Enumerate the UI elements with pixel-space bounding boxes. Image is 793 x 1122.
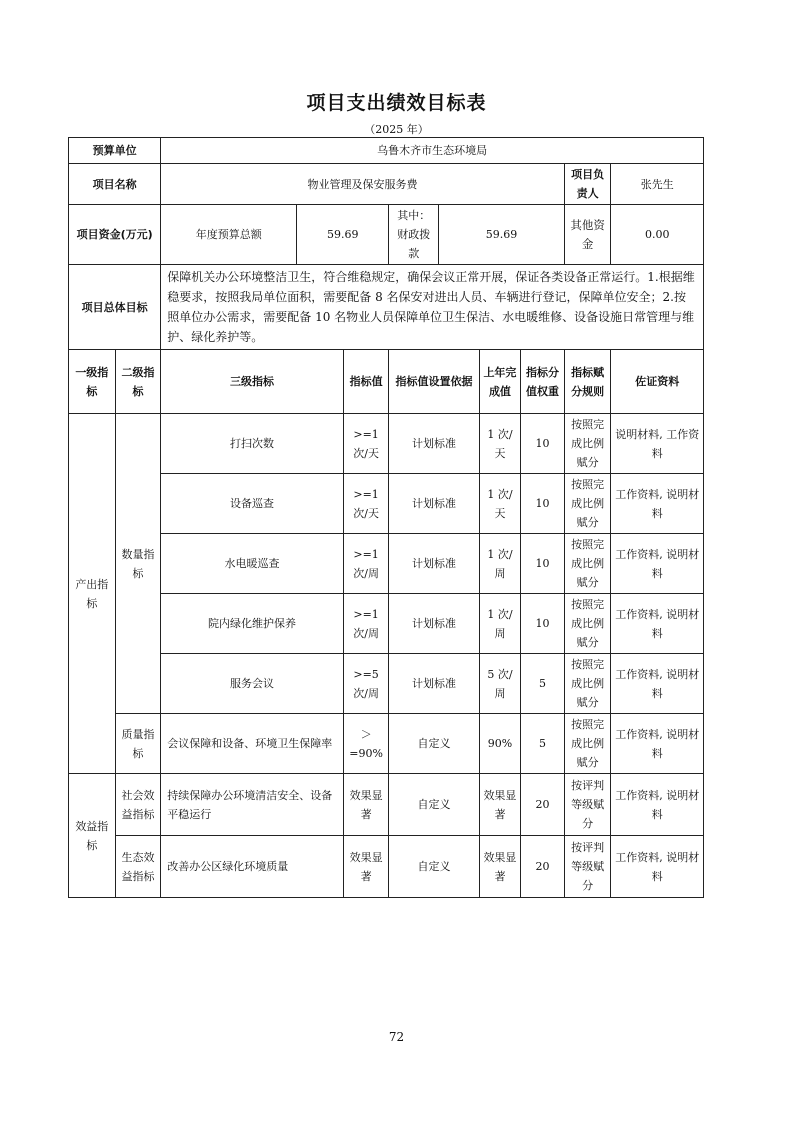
header-rule: 指标赋分规则 [564, 350, 611, 414]
group-ecology: 生态效益指标 [115, 836, 161, 898]
indicator-last-year: 1 次/天 [479, 474, 521, 534]
indicator-evidence: 工作资料, 说明材料 [611, 836, 704, 898]
project-name-value: 物业管理及保安服务费 [161, 164, 565, 205]
group-quality: 质量指标 [115, 714, 161, 774]
indicator-name: 改善办公区绿化环境质量 [161, 836, 344, 898]
table-row [69, 594, 704, 654]
group-output: 产出指标 [69, 414, 116, 774]
indicator-rule: 按照完成比例赋分 [564, 534, 611, 594]
indicator-name: 会议保障和设备、环境卫生保障率 [161, 714, 344, 774]
indicator-weight: 20 [521, 774, 565, 836]
indicator-value: >=5 次/周 [343, 654, 389, 714]
indicator-last-year: 效果显著 [479, 836, 521, 898]
table-row [69, 836, 704, 898]
fiscal-label: 其中：财政拨款 [389, 205, 439, 265]
indicator-last-year: 1 次/天 [479, 414, 521, 474]
indicator-name: 打扫次数 [161, 414, 344, 474]
indicator-rule: 按照完成比例赋分 [564, 474, 611, 534]
annual-budget-value: 59.69 [297, 205, 389, 265]
indicator-rule: 按评判等级赋分 [564, 774, 611, 836]
group-benefit: 效益指标 [69, 774, 116, 898]
annual-budget-label: 年度预算总额 [161, 205, 297, 265]
indicator-evidence: 工作资料, 说明材料 [611, 594, 704, 654]
table-row [69, 534, 704, 594]
indicator-evidence: 工作资料, 说明材料 [611, 774, 704, 836]
project-name-label: 项目名称 [69, 164, 161, 205]
indicator-name: 设备巡查 [161, 474, 344, 534]
indicator-value: 效果显著 [343, 774, 389, 836]
indicator-basis: 自定义 [389, 836, 479, 898]
other-funds-value: 0.00 [611, 205, 704, 265]
goal-label: 项目总体目标 [69, 265, 161, 350]
table-row [69, 654, 704, 714]
indicator-name: 院内绿化维护保养 [161, 594, 344, 654]
goal-text: 保障机关办公环境整洁卫生，符合维稳规定，确保会议正常开展，保证各类设备正常运行。1.根据维稳要求，按照我局单位面积，需要配备 8 名保安对进出人员、车辆进行登记，保障单位安全；2.按照单位办公需求，需要配备 10 名物业人员保障单位卫生保洁、水电暖维修、设备设施日常管理与维护、绿化养护等。 [161, 265, 704, 350]
indicator-rule: 按照完成比例赋分 [564, 594, 611, 654]
header-basis: 指标值设置依据 [389, 350, 479, 414]
indicator-weight: 5 [521, 654, 565, 714]
indicator-value: >=1 次/天 [343, 414, 389, 474]
page-title: 项目支出绩效目标表 [306, 92, 487, 114]
indicator-value: ＞ =90% [343, 714, 389, 774]
page-number: 72 [388, 1030, 405, 1044]
table-row [69, 414, 704, 474]
indicator-basis: 自定义 [389, 714, 479, 774]
header-evidence: 佐证资料 [611, 350, 704, 414]
indicator-evidence: 工作资料, 说明材料 [611, 654, 704, 714]
table-row [69, 714, 704, 774]
indicator-weight: 10 [521, 474, 565, 534]
indicator-basis: 计划标准 [389, 594, 479, 654]
indicator-name: 持续保障办公环境清洁安全、设备平稳运行 [161, 774, 344, 836]
other-funds-label: 其他资金 [564, 205, 611, 265]
budget-unit-label: 预算单位 [69, 138, 161, 164]
indicator-weight: 10 [521, 594, 565, 654]
header-level3: 三级指标 [161, 350, 344, 414]
indicator-value: >=1 次/周 [343, 534, 389, 594]
indicator-rule: 按照完成比例赋分 [564, 414, 611, 474]
indicator-last-year: 1 次/周 [479, 594, 521, 654]
indicator-last-year: 1 次/周 [479, 534, 521, 594]
indicator-basis: 计划标准 [389, 474, 479, 534]
indicator-rule: 按照完成比例赋分 [564, 654, 611, 714]
indicator-value: 效果显著 [343, 836, 389, 898]
indicator-evidence: 工作资料, 说明材料 [611, 714, 704, 774]
indicator-evidence: 工作资料, 说明材料 [611, 534, 704, 594]
header-weight: 指标分值权重 [521, 350, 565, 414]
indicator-basis: 计划标准 [389, 534, 479, 594]
indicator-weight: 20 [521, 836, 565, 898]
table-row [69, 774, 704, 836]
funds-label: 项目资金(万元) [69, 205, 161, 265]
indicator-basis: 自定义 [389, 774, 479, 836]
header-level1: 一级指标 [69, 350, 116, 414]
table-row [69, 474, 704, 534]
indicator-basis: 计划标准 [389, 414, 479, 474]
funds-row [69, 205, 704, 265]
indicator-value: >=1 次/周 [343, 594, 389, 654]
indicator-weight: 10 [521, 414, 565, 474]
indicator-weight: 10 [521, 534, 565, 594]
header-level2: 二级指标 [115, 350, 161, 414]
indicator-evidence: 工作资料, 说明材料 [611, 474, 704, 534]
group-quantity: 数量指标 [115, 414, 161, 714]
project-name-row [69, 164, 704, 205]
project-leader-value: 张先生 [611, 164, 704, 205]
indicator-name: 服务会议 [161, 654, 344, 714]
indicator-last-year: 90% [479, 714, 521, 774]
header-last-year: 上年完成值 [479, 350, 521, 414]
indicator-rule: 按评判等级赋分 [564, 836, 611, 898]
group-social: 社会效益指标 [115, 774, 161, 836]
indicator-evidence: 说明材料, 工作资料 [611, 414, 704, 474]
year-caption: （2025 年） [364, 123, 429, 136]
indicator-basis: 计划标准 [389, 654, 479, 714]
indicator-weight: 5 [521, 714, 565, 774]
indicator-last-year: 5 次/周 [479, 654, 521, 714]
project-leader-label: 项目负责人 [564, 164, 611, 205]
indicator-rule: 按照完成比例赋分 [564, 714, 611, 774]
fiscal-value: 59.69 [439, 205, 565, 265]
indicator-name: 水电暖巡查 [161, 534, 344, 594]
budget-unit-value: 乌鲁木齐市生态环境局 [161, 138, 704, 164]
indicator-value: >=1 次/天 [343, 474, 389, 534]
goal-row [69, 265, 704, 350]
indicator-last-year: 效果显著 [479, 774, 521, 836]
performance-table [68, 137, 704, 898]
header-value: 指标值 [343, 350, 389, 414]
budget-unit-row [69, 138, 704, 164]
header-row [69, 350, 704, 414]
